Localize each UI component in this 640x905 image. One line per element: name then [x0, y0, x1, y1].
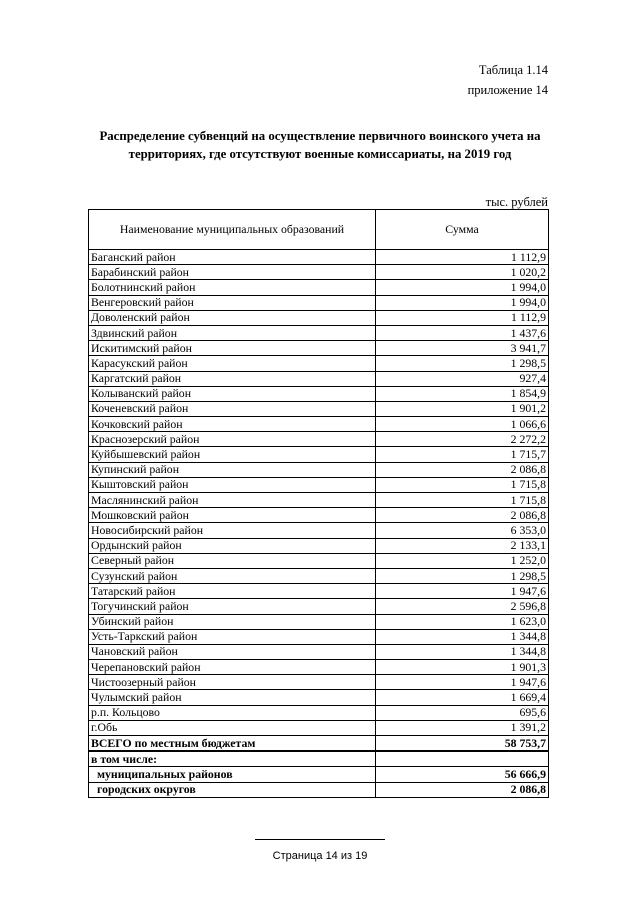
subsidy-amount: 2 086,8 — [376, 508, 549, 523]
municipality-name: г.Обь — [89, 720, 376, 735]
table-number: Таблица 1.14 — [478, 63, 548, 77]
subsidy-amount: 1 854,9 — [376, 386, 549, 401]
units-label: тыс. рублей — [485, 195, 548, 209]
table-row — [89, 356, 549, 371]
subsidy-amount: 1 344,8 — [376, 644, 549, 659]
municipality-name: в том числе: — [89, 751, 376, 767]
table-row — [89, 660, 549, 675]
subsidy-amount: 1 994,0 — [376, 280, 549, 295]
municipality-name: Купинский район — [89, 462, 376, 477]
municipality-name: Куйбышевский район — [89, 447, 376, 462]
table-row — [89, 386, 549, 401]
table-header-row — [89, 210, 549, 250]
table-row — [89, 553, 549, 568]
table-row — [89, 310, 549, 325]
municipality-name: ВСЕГО по местным бюджетам — [89, 736, 376, 752]
municipality-name: Новосибирский район — [89, 523, 376, 538]
municipality-name: Венгеровский район — [89, 295, 376, 310]
table-row — [89, 644, 549, 659]
table-row — [89, 584, 549, 599]
table-row — [89, 477, 549, 492]
subsidy-amount: 927,4 — [376, 371, 549, 386]
municipality-name: Кыштовский район — [89, 477, 376, 492]
table-row — [89, 493, 549, 508]
table-row — [89, 508, 549, 523]
subsidy-amount: 1 947,6 — [376, 584, 549, 599]
subsidy-amount: 1 901,3 — [376, 660, 549, 675]
table-row — [89, 462, 549, 477]
subsidy-amount: 6 353,0 — [376, 523, 549, 538]
municipality-name: Убинский район — [89, 614, 376, 629]
subsidy-amount: 58 753,7 — [376, 736, 549, 752]
subsidy-amount: 1 715,8 — [376, 493, 549, 508]
table-row — [89, 325, 549, 340]
municipality-name: р.п. Кольцово — [89, 705, 376, 720]
column-header-name: Наименование муниципальных образований — [89, 210, 376, 250]
column-header-sum: Сумма — [376, 210, 549, 250]
table-row — [89, 629, 549, 644]
subsidy-amount: 2 596,8 — [376, 599, 549, 614]
municipality-name: муниципальных районов — [89, 767, 376, 782]
table-row — [89, 736, 549, 752]
municipality-name: Баганский район — [89, 250, 376, 265]
municipality-name: Тогучинский район — [89, 599, 376, 614]
table-row — [89, 614, 549, 629]
table-row — [89, 751, 549, 767]
subsidy-amount: 1 901,2 — [376, 401, 549, 416]
table-body — [89, 250, 549, 798]
subsidy-amount: 1 437,6 — [376, 325, 549, 340]
municipality-name: Здвинский район — [89, 325, 376, 340]
subsidy-amount: 1 623,0 — [376, 614, 549, 629]
subsidy-amount — [376, 751, 549, 767]
subsidy-amount: 1 252,0 — [376, 553, 549, 568]
municipality-name: Колыванский район — [89, 386, 376, 401]
subsidy-amount: 1 715,8 — [376, 477, 549, 492]
subsidy-amount: 2 272,2 — [376, 432, 549, 447]
document-title: Распределение субвенций на осуществление первичного воинского учета на территориях, где отсутствуют военные комиссариаты, на 2019 год — [99, 129, 541, 161]
table-row — [89, 767, 549, 782]
municipality-name: Кочковский район — [89, 417, 376, 432]
table-row — [89, 280, 549, 295]
municipality-name: Усть-Таркский район — [89, 629, 376, 644]
annex-header — [468, 60, 548, 100]
subsidy-amount: 3 941,7 — [376, 341, 549, 356]
table-row — [89, 417, 549, 432]
subsidy-amount: 1 391,2 — [376, 720, 549, 735]
subsidy-amount: 1 947,6 — [376, 675, 549, 690]
table-row — [89, 782, 549, 797]
footer-divider — [255, 839, 385, 840]
municipality-name: Краснозерский район — [89, 432, 376, 447]
municipality-name: Сузунский район — [89, 568, 376, 583]
municipality-name: Коченевский район — [89, 401, 376, 416]
municipality-name: Маслянинский район — [89, 493, 376, 508]
municipality-name: Болотнинский район — [89, 280, 376, 295]
subsidy-amount: 1 344,8 — [376, 629, 549, 644]
table-row — [89, 720, 549, 735]
municipality-name: Карасукский район — [89, 356, 376, 371]
table-row — [89, 371, 549, 386]
table-row — [89, 568, 549, 583]
table-row — [89, 447, 549, 462]
subsidy-amount: 56 666,9 — [376, 767, 549, 782]
table-row — [89, 538, 549, 553]
table-row — [89, 401, 549, 416]
municipality-name: Чулымский район — [89, 690, 376, 705]
table-row — [89, 523, 549, 538]
subsidy-amount: 1 994,0 — [376, 295, 549, 310]
subsidy-amount: 1 112,9 — [376, 250, 549, 265]
appendix-label: приложение 14 — [467, 83, 548, 97]
table-row — [89, 690, 549, 705]
subsidy-amount: 1 112,9 — [376, 310, 549, 325]
municipality-name: Мошковский район — [89, 508, 376, 523]
subsidy-amount: 1 066,6 — [376, 417, 549, 432]
subsidy-amount: 2 086,8 — [376, 462, 549, 477]
table-row — [89, 705, 549, 720]
table-row — [89, 599, 549, 614]
table-row — [89, 341, 549, 356]
subsidy-amount: 1 669,4 — [376, 690, 549, 705]
municipality-name: Северный район — [89, 553, 376, 568]
municipality-name: Искитимский район — [89, 341, 376, 356]
page-number: Страница 14 из 19 — [272, 850, 368, 862]
subsidy-amount: 1 715,7 — [376, 447, 549, 462]
table-row — [89, 295, 549, 310]
subsidy-amount: 2 086,8 — [376, 782, 549, 797]
subsidy-amount: 2 133,1 — [376, 538, 549, 553]
municipality-name: Черепановский район — [89, 660, 376, 675]
table-row — [89, 675, 549, 690]
municipality-name: Чановский район — [89, 644, 376, 659]
subsidy-amount: 1 298,5 — [376, 568, 549, 583]
municipality-name: Татарский район — [89, 584, 376, 599]
table-row — [89, 250, 549, 265]
table-row — [89, 265, 549, 280]
municipality-name: Ордынский район — [89, 538, 376, 553]
subsidy-table — [88, 209, 549, 798]
subsidy-amount: 1 020,2 — [376, 265, 549, 280]
municipality-name: Чистоозерный район — [89, 675, 376, 690]
subsidy-amount: 1 298,5 — [376, 356, 549, 371]
municipality-name: Доволенский район — [89, 310, 376, 325]
subsidy-amount: 695,6 — [376, 705, 549, 720]
table-row — [89, 432, 549, 447]
municipality-name: Барабинский район — [89, 265, 376, 280]
municipality-name: Каргатский район — [89, 371, 376, 386]
municipality-name: городских округов — [89, 782, 376, 797]
